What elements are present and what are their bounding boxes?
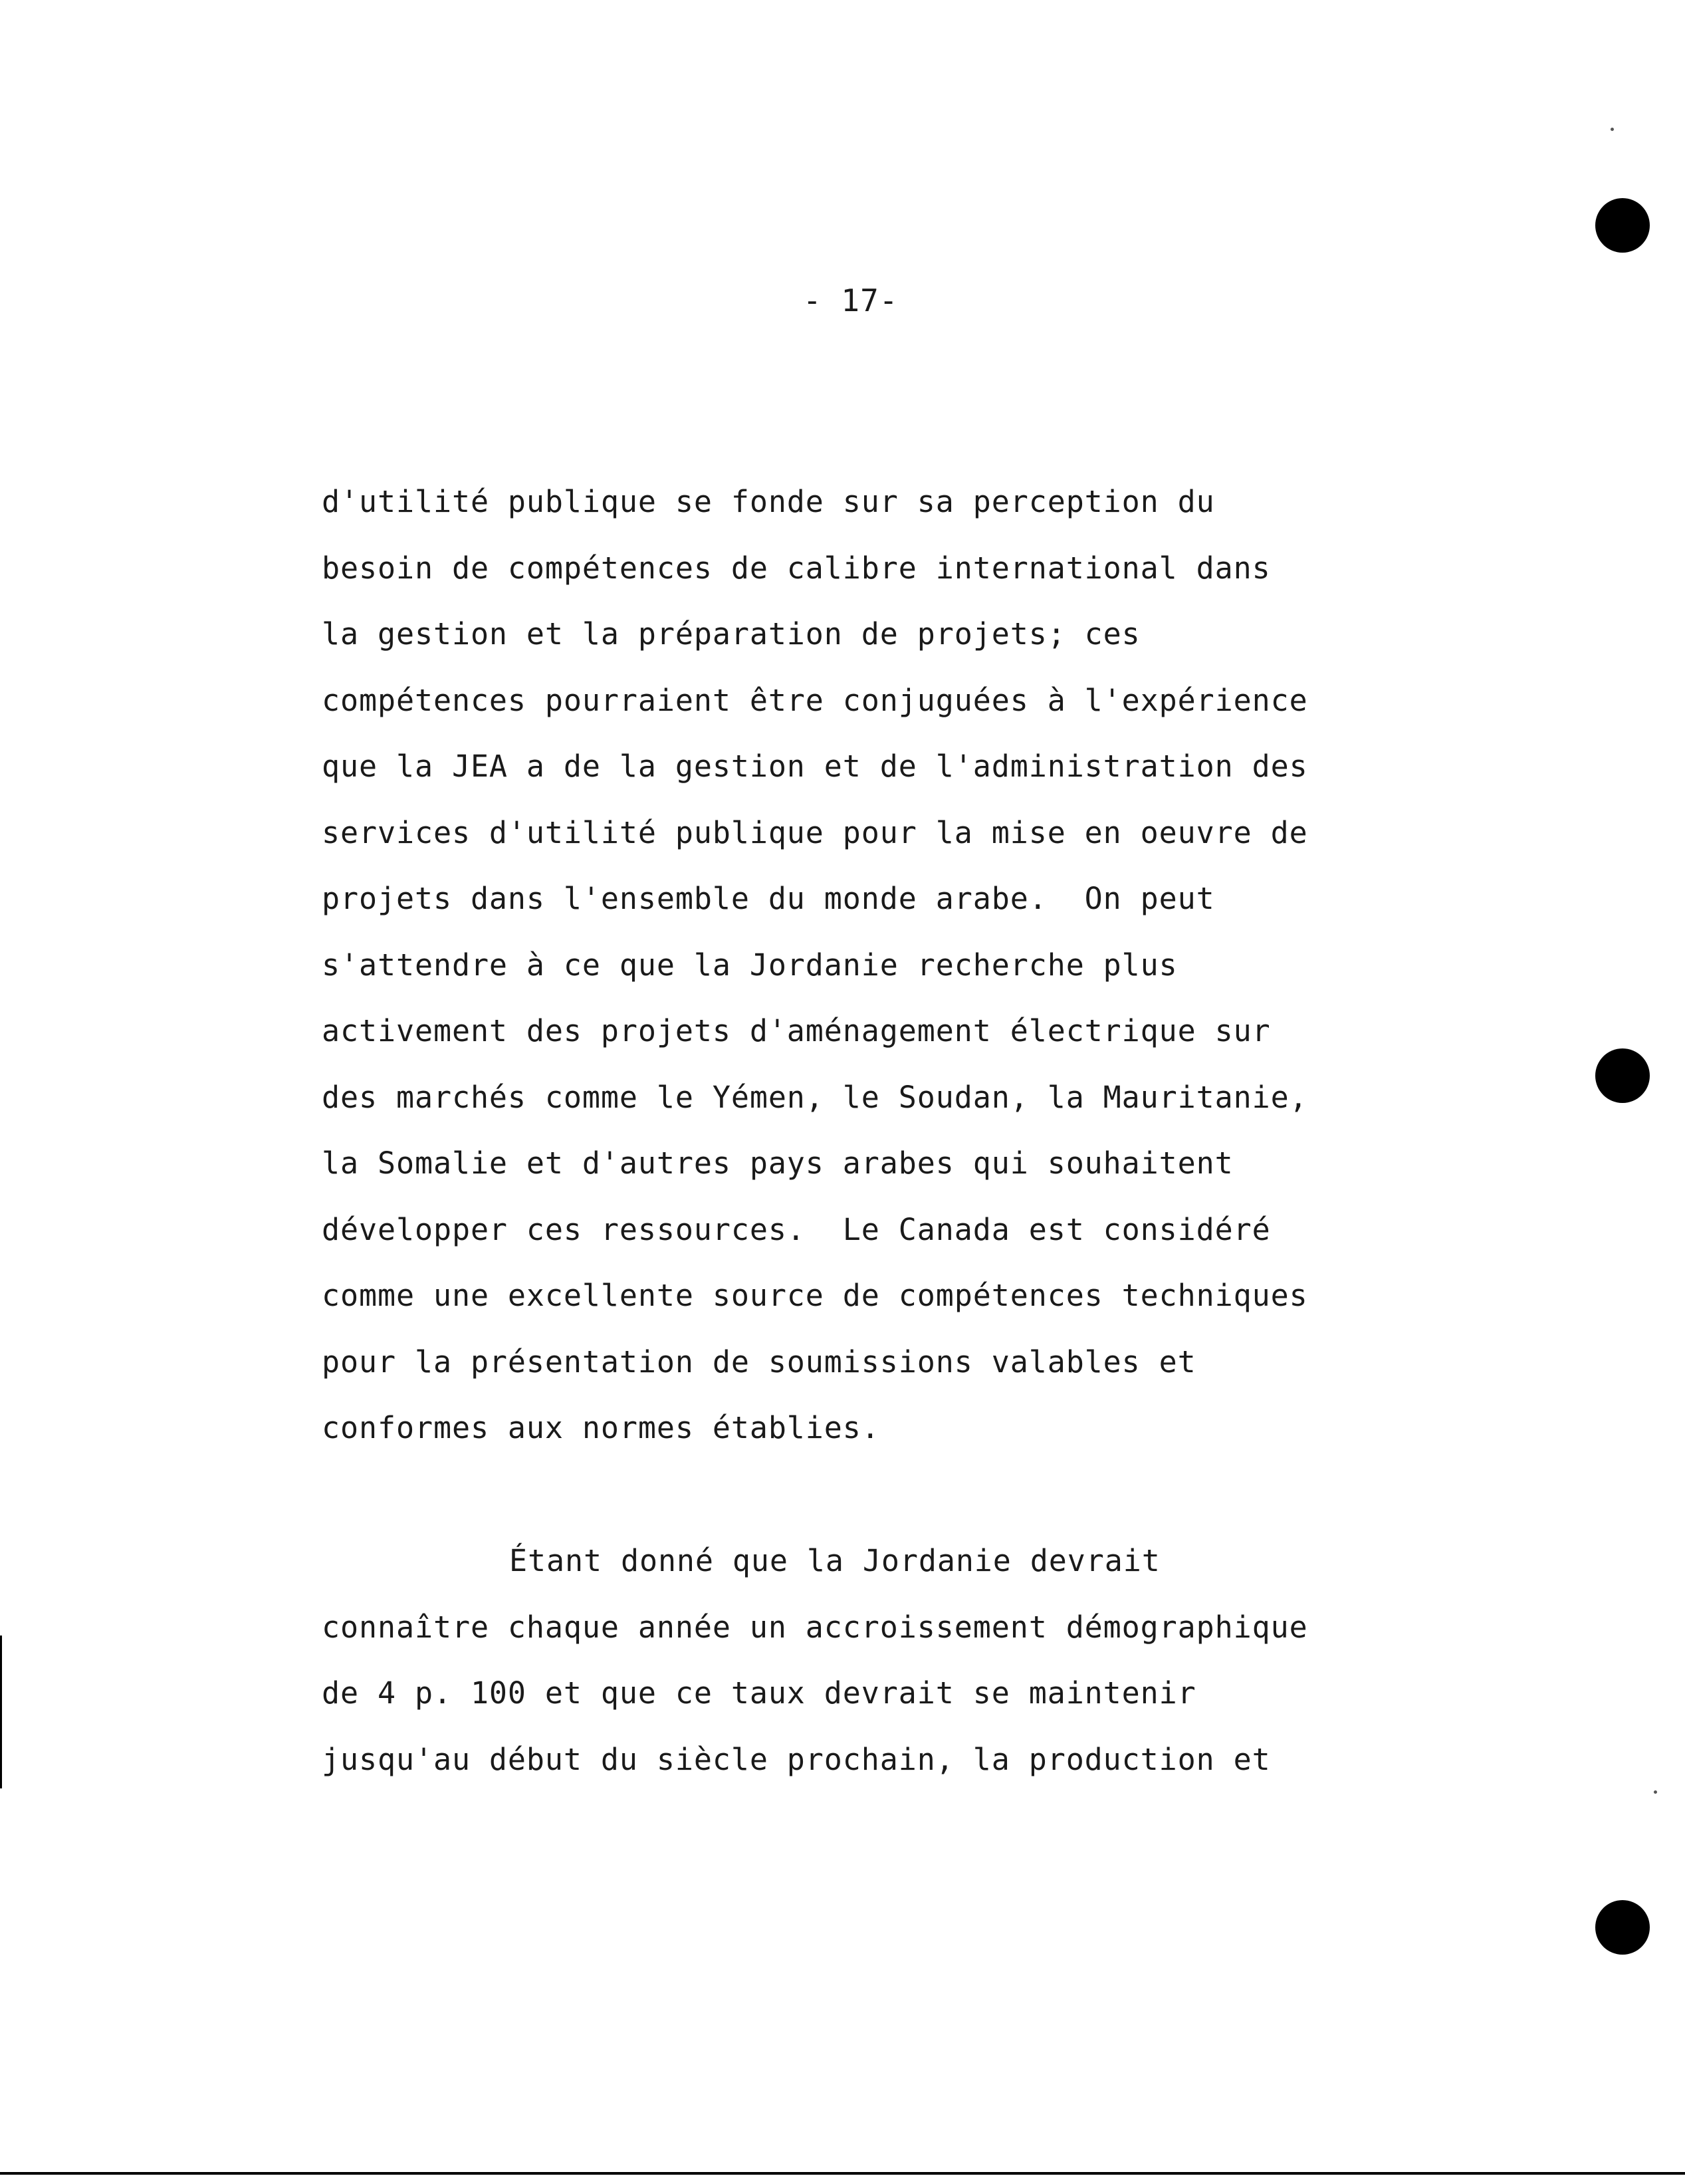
text-line: que la JEA a de la gestion et de l'administration des <box>322 749 1308 784</box>
text-line: s'attendre à ce que la Jordanie recherche plus <box>322 947 1178 983</box>
punch-hole <box>1595 1048 1650 1103</box>
text-line: pour la présentation de soumissions valables et <box>322 1344 1196 1380</box>
page-number: - 17- <box>803 283 899 318</box>
punch-hole <box>1595 198 1650 253</box>
text-line: jusqu'au début du siècle prochain, la production et <box>322 1741 1271 1777</box>
text-line: d'utilité publique se fonde sur sa perception du <box>322 484 1215 519</box>
text-line: Étant donné que la Jordanie devrait <box>509 1543 1161 1578</box>
text-line: développer ces ressources. Le Canada est considéré <box>322 1211 1271 1247</box>
text-line: la Somalie et d'autres pays arabes qui souhaitent <box>322 1146 1234 1181</box>
text-line: compétences pourraient être conjuguées à l'expérience <box>322 682 1308 718</box>
text-line: projets dans l'ensemble du monde arabe. On peut <box>322 881 1215 916</box>
text-line: des marchés comme le Yémen, le Soudan, la Mauritanie, <box>322 1079 1308 1115</box>
scan-speck <box>1654 1790 1657 1794</box>
text-line: services d'utilité publique pour la mise en oeuvre de <box>322 814 1308 850</box>
text-line: conformes aux normes établies. <box>322 1410 880 1445</box>
scan-bottom-edge <box>0 2172 1685 2175</box>
text-line: connaître chaque année un accroissement démographique <box>322 1609 1308 1645</box>
paragraph-1 <box>322 482 1412 1475</box>
punch-hole <box>1595 1900 1650 1955</box>
text-line: comme une excellente source de compétences techniques <box>322 1278 1308 1313</box>
paragraph-2 <box>322 1541 1412 1806</box>
text-line: la gestion et la préparation de projets; ces <box>322 616 1141 652</box>
text-line: besoin de compétences de calibre international dans <box>322 550 1271 586</box>
scan-speck <box>1611 128 1614 131</box>
text-line: activement des projets d'aménagement électrique sur <box>322 1013 1271 1048</box>
text-line: de 4 p. 100 et que ce taux devrait se maintenir <box>322 1675 1196 1711</box>
scan-edge-mark <box>0 1636 2 1788</box>
